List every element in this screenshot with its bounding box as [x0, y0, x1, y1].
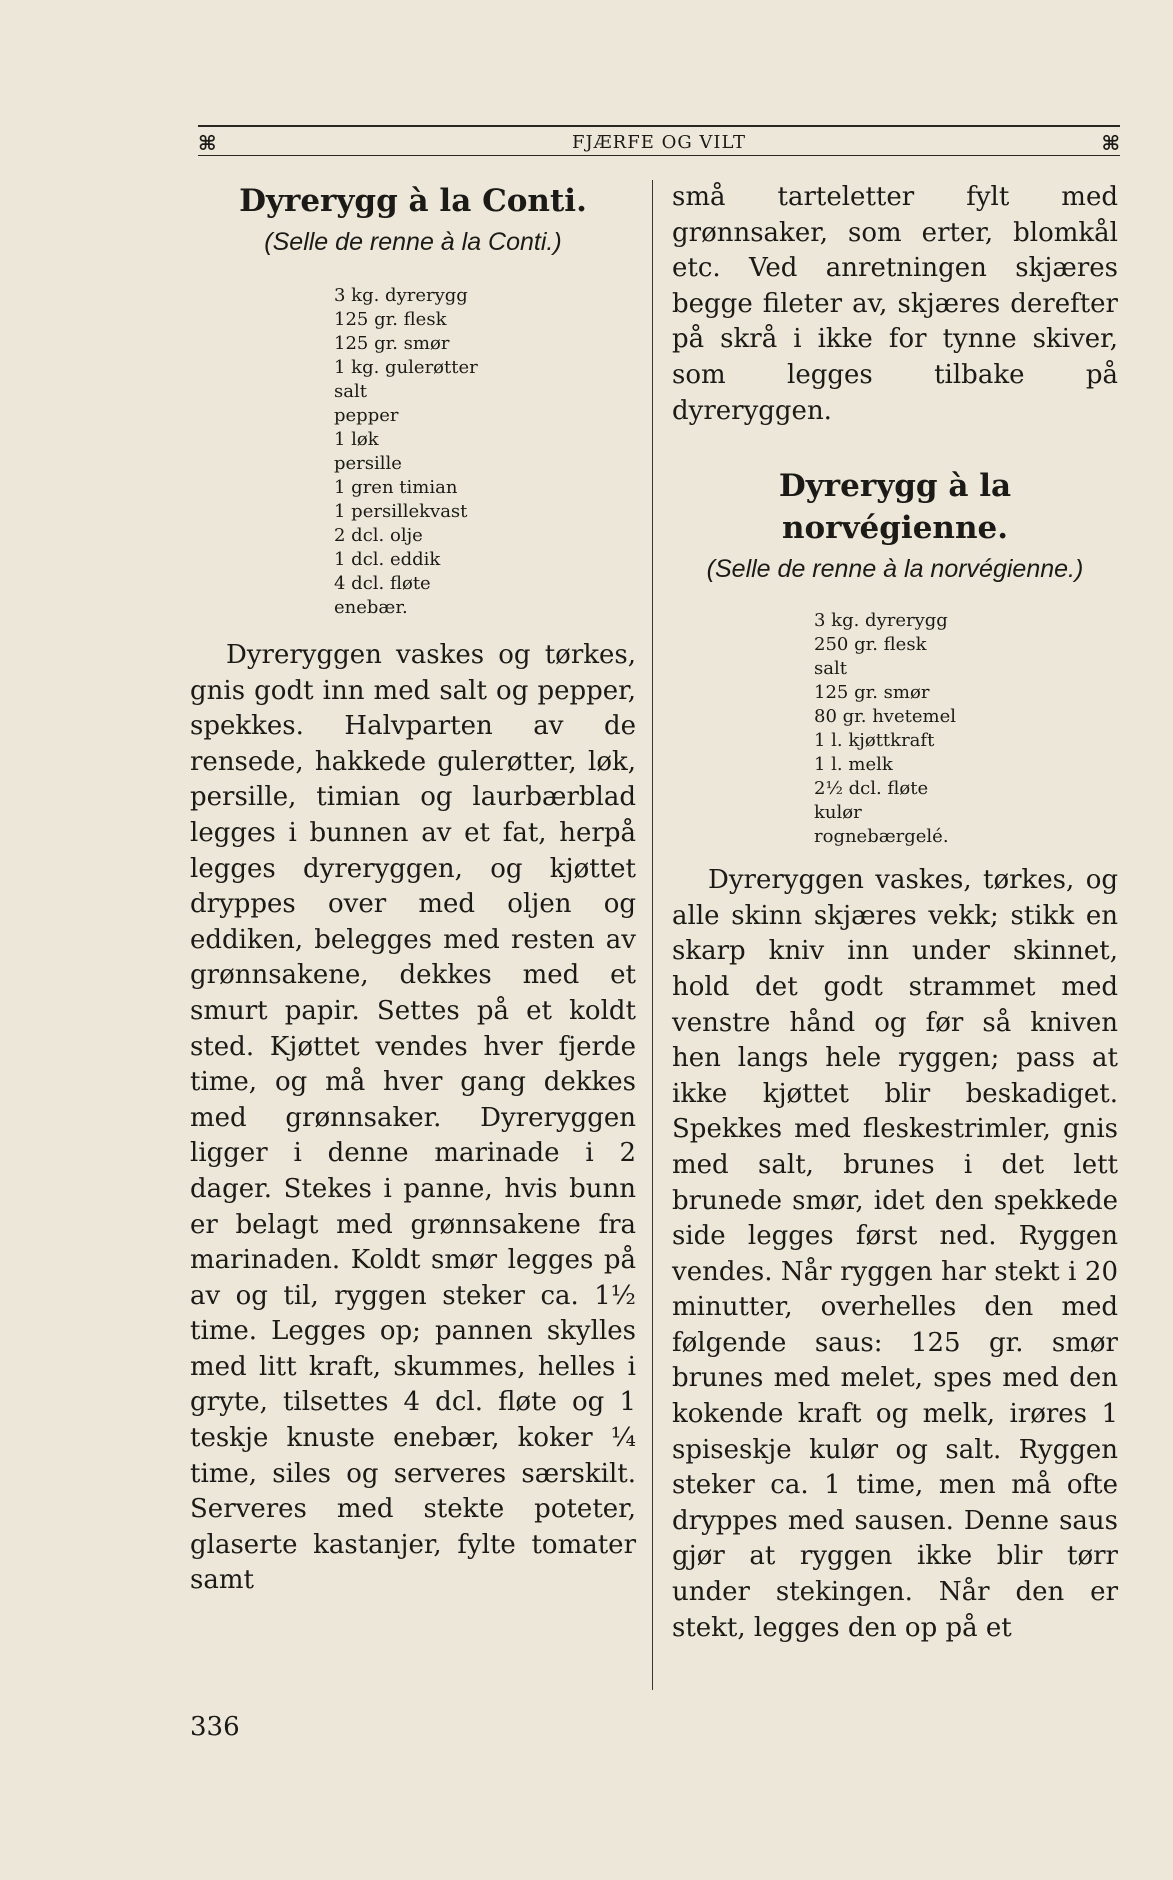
header-rule-top [198, 125, 1120, 127]
left-column [190, 180, 636, 1599]
recipe2-ingredient: 1 l. melk [814, 754, 893, 776]
recipe2-ingredient: 125 gr. smør [814, 682, 930, 704]
recipe1-ingredient: 1 kg. gulerøtter [334, 357, 478, 378]
recipe2-ingredient: 2½ dcl. fløte [814, 778, 929, 800]
recipe1-ingredient: 4 dcl. fløte [334, 573, 431, 594]
recipe2-ingredient: 1 l. kjøttkraft [814, 730, 935, 752]
recipe2-subtitle: (Selle de renne à la norvégienne.) [706, 555, 1084, 584]
recipe2-ingredients [814, 609, 1118, 849]
recipe1-ingredient: 2 dcl. olje [334, 525, 423, 546]
recipe1-ingredient: 1 løk [334, 429, 379, 450]
header-rule-bottom [198, 155, 1120, 156]
recipe1-ingredient: 3 kg. dyrerygg [334, 285, 468, 306]
recipe1-ingredient: salt [334, 381, 367, 402]
running-header [198, 125, 1120, 157]
recipe1-ingredient: pepper [334, 405, 399, 426]
recipe2-ingredient: salt [814, 658, 847, 680]
recipe1-continuation: små tarteletter fylt med grønnsaker, som erter, blomkål etc. Ved anretningen skjæres begge fileter av, skjæres derefter på skrå i ikke for tynne skiver, som legges tilbake på dyreryggen. [672, 182, 1118, 426]
recipe1-ingredients [334, 284, 636, 620]
recipe1-ingredient: persille [334, 453, 402, 474]
recipe1-body: Dyreryggen vaskes og tørkes, gnis godt inn med salt og pepper, spekkes. Halvparten av de rensede, hakkede gulerøtter, løk, persille, timian og laurbærblad legges i bunnen av et fat, herpå legges dyreryggen, og kjøttet dryppes over med oljen og eddiken, belegges med resten av grønnsakene, dekkes med et smurt papir. Settes på et koldt sted. Kjøttet vendes hver fjerde time, og må hver gang dekkes med grønnsaker. Dyreryggen ligger i denne marinade i 2 dager. Stekes i panne, hvis bunn er belagt med grønnsakene fra marinaden. Koldt smør legges på av og til, ryggen steker ca. 1½ time. Legges op; pannen skylles med litt kraft, skummes, helles i gryte, tilsettes 4 dcl. fløte og 1 teskje knuste enebær, koker ¼ time, siles og serveres særskilt. Serveres med stekte poteter, glaserte kastanjer, fylte tomater samt [190, 640, 636, 1596]
recipe1-title: Dyrerygg à la Conti. [239, 183, 587, 219]
recipe2-title: Dyrerygg à la norvégienne. [778, 468, 1012, 547]
recipe1-subtitle: (Selle de renne à la Conti.) [264, 228, 562, 256]
recipe1-ingredient: 125 gr. flesk [334, 309, 447, 330]
recipe2-ingredient: 250 gr. flesk [814, 634, 927, 656]
recipe2-ingredient: 3 kg. dyrerygg [814, 610, 948, 632]
recipe2-ingredient: 80 gr. hvetemel [814, 706, 956, 728]
page-number: 336 [190, 1712, 240, 1742]
ornament-left-icon: ⌘ [198, 131, 217, 155]
running-header-title: FJÆRFE OG VILT [571, 132, 747, 153]
right-column [672, 180, 1118, 1646]
recipe1-ingredient: 1 dcl. eddik [334, 549, 441, 570]
recipe1-ingredient: 125 gr. smør [334, 333, 450, 354]
recipe1-ingredient: 1 gren timian [334, 477, 458, 498]
column-divider [652, 180, 653, 1690]
recipe1-ingredient: enebær. [334, 597, 408, 618]
recipe1-ingredient: 1 persillekvast [334, 501, 468, 522]
recipe2-ingredient: kulør [814, 802, 862, 824]
ornament-right-icon: ⌘ [1101, 131, 1120, 155]
recipe2-body: Dyreryggen vaskes, tørkes, og alle skinn skjæres vekk; stikk en skarp kniv inn under skinnet, hold det godt strammet med venstre hånd og før så kniven hen langs hele ryggen; pass at ikke kjøttet blir beskadiget. Spekkes med fleskestrimler, gnis med salt, brunes i det lett brunede smør, idet den spekkede side legges først ned. Ryggen vendes. Når ryggen har stekt i 20 minutter, overhelles den med følgende saus: 125 gr. smør brunes med melet, spes med den kokende kraft og melk, irøres 1 spiseskje kulør og salt. Ryggen steker ca. 1 time, men må ofte dryppes med sausen. Denne saus gjør at ryggen ikke blir tørr under stekingen. Når den er stekt, legges den op på et [672, 865, 1118, 1643]
recipe2-ingredient: rognebærgelé. [814, 826, 949, 848]
